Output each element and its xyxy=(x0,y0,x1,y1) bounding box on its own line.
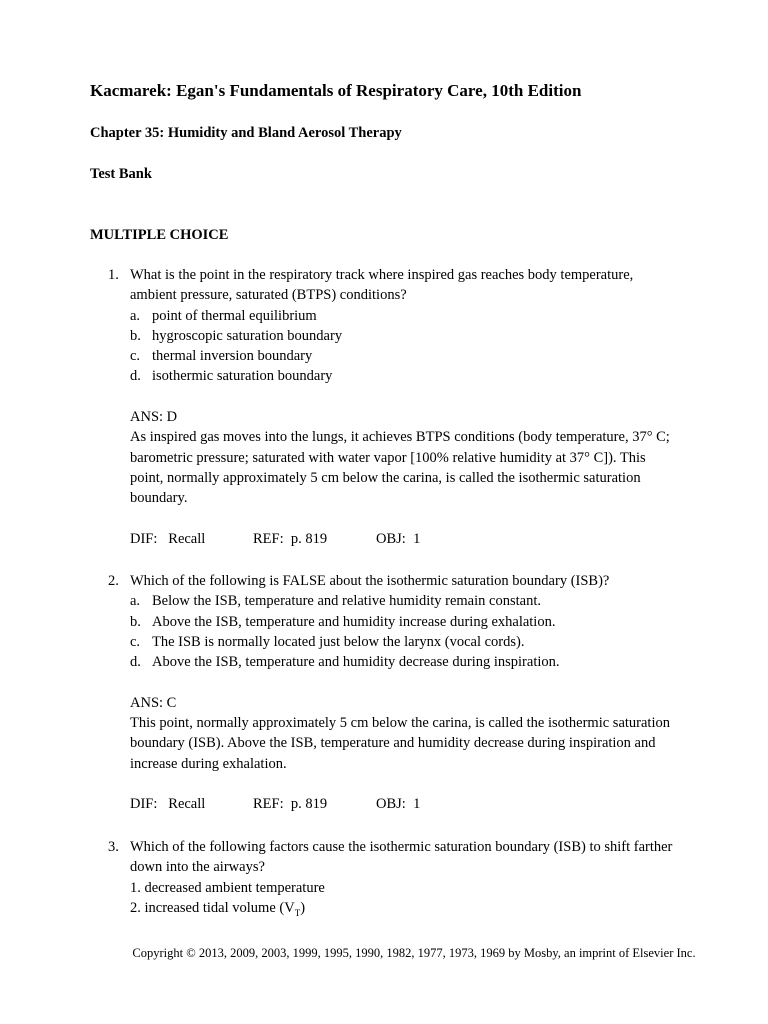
rationale: barometric pressure; saturated with water vapor [100% relative humidity at 37° C]). This xyxy=(130,449,646,466)
copyright-footer: Copyright © 2013, 2009, 2003, 1999, 1995, 1990, 1982, 1977, 1973, 1969 by Mosby, an imprint of Elsevier Inc. xyxy=(132,946,696,960)
answer-option: c. The ISB is normally located just below the larynx (vocal cords). xyxy=(130,633,525,650)
question-stem: ambient pressure, saturated (BTPS) conditions? xyxy=(130,287,407,304)
question-metadata: DIF: Recall REF: p. 819 OBJ: 1 xyxy=(130,530,421,547)
rationale: As inspired gas moves into the lungs, it achieves BTPS conditions (body temperature, 37° C; xyxy=(130,429,670,446)
question-number: 1. xyxy=(108,267,119,283)
question-3 xyxy=(90,837,710,918)
question-number: 2. xyxy=(108,573,119,589)
answer-key: ANS: D xyxy=(130,409,178,426)
question-number: 3. xyxy=(108,839,119,855)
numbered-item: 2. increased tidal volume $(V_T)$ xyxy=(130,899,306,918)
rationale: boundary (ISB). Above the ISB, temperature and humidity decrease during inspiration and xyxy=(130,735,656,752)
test-bank-heading: Test Bank xyxy=(90,166,152,182)
question-1 xyxy=(90,265,710,549)
answer-option: b. Above the ISB, temperature and humidity increase during exhalation. xyxy=(130,613,556,630)
rationale: point, normally approximately 5 cm below the carina, is called the isothermic saturation xyxy=(130,469,641,486)
question-2 xyxy=(90,571,710,815)
answer-option: a. point of thermal equilibrium xyxy=(130,307,317,324)
rationale: boundary. xyxy=(130,490,188,507)
rationale: increase during exhalation. xyxy=(130,755,287,772)
answer-option: b. hygroscopic saturation boundary xyxy=(130,327,343,344)
book-title: Kacmarek: Egan's Fundamentals of Respiratory Care, 10th Edition xyxy=(90,81,582,100)
answer-option: c. thermal inversion boundary xyxy=(130,348,313,365)
answer-option: d. isothermic saturation boundary xyxy=(130,368,333,385)
answer-option: d. Above the ISB, temperature and humidity decrease during inspiration. xyxy=(130,654,560,671)
subscript: T xyxy=(294,907,301,918)
question-stem: down into the airways? xyxy=(130,859,265,876)
answer-option: a. Below the ISB, temperature and relative humidity remain constant. xyxy=(130,593,541,610)
answer-key: ANS: C xyxy=(130,694,177,711)
numbered-item: 1. decreased ambient temperature xyxy=(130,879,325,896)
rationale: This point, normally approximately 5 cm below the carina, is called the isothermic saturation xyxy=(130,715,670,732)
question-stem: What is the point in the respiratory track where inspired gas reaches body temperature, xyxy=(130,267,634,283)
question-stem: Which of the following is FALSE about the isothermic saturation boundary (ISB)? xyxy=(130,573,610,589)
question-stem: Which of the following factors cause the isothermic saturation boundary (ISB) to shift farther xyxy=(130,839,673,855)
section-heading: MULTIPLE CHOICE xyxy=(90,227,229,243)
chapter-heading: Chapter 35: Humidity and Bland Aerosol Therapy xyxy=(90,125,402,141)
question-metadata: DIF: Recall REF: p. 819 OBJ: 1 xyxy=(130,796,421,813)
